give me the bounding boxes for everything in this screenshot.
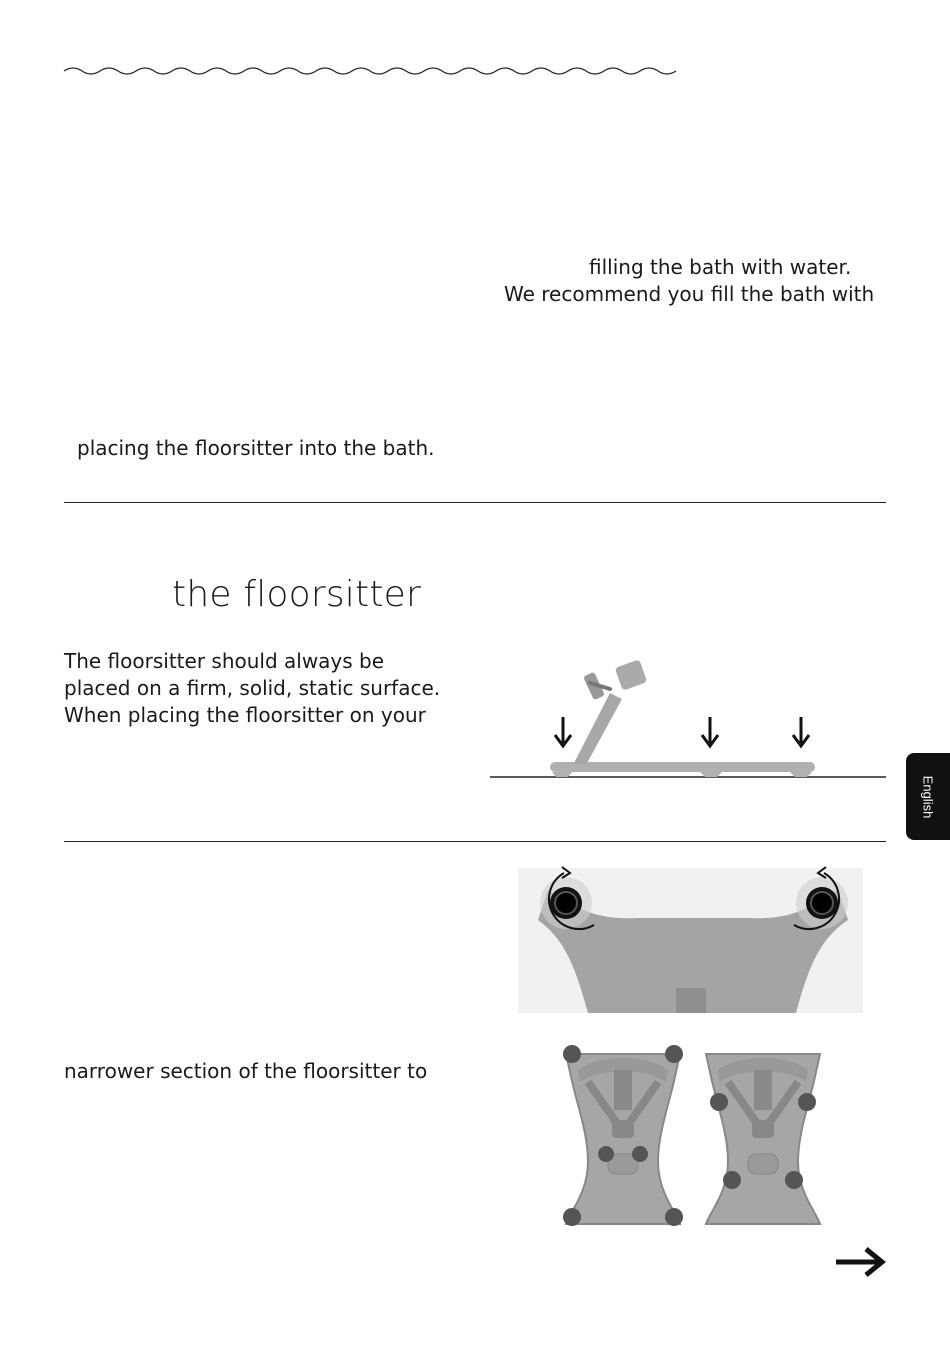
paragraph-line: placed on a firm, solid, static surface. <box>64 676 441 700</box>
instruction-line-1: filling the bath with water. <box>589 255 852 279</box>
down-arrow-icon <box>702 717 718 746</box>
language-tab[interactable] <box>906 753 950 840</box>
floorsitter-top-view-wide <box>558 1042 688 1232</box>
section-divider <box>64 841 886 842</box>
section-divider <box>64 502 886 503</box>
language-tab-label: English <box>920 775 936 818</box>
wave-divider <box>64 64 674 78</box>
floorsitter-side-illustration <box>490 655 890 785</box>
next-arrow-icon[interactable] <box>836 1245 888 1279</box>
instruction-line-2: We recommend you fill the bath with <box>504 282 875 306</box>
section-heading: the floorsitter <box>172 574 421 615</box>
paragraph-line: The floorsitter should always be <box>64 649 385 673</box>
instruction-line-3: placing the floorsitter into the bath. <box>77 436 435 460</box>
suction-cup-detail-illustration <box>518 860 868 1015</box>
down-arrow-icon <box>793 717 809 746</box>
adjust-instruction: narrower section of the floorsitter to <box>64 1059 428 1083</box>
down-arrow-icon <box>555 717 571 746</box>
paragraph-line: When placing the floorsitter on your <box>64 703 426 727</box>
floorsitter-top-view-narrow <box>698 1042 828 1232</box>
